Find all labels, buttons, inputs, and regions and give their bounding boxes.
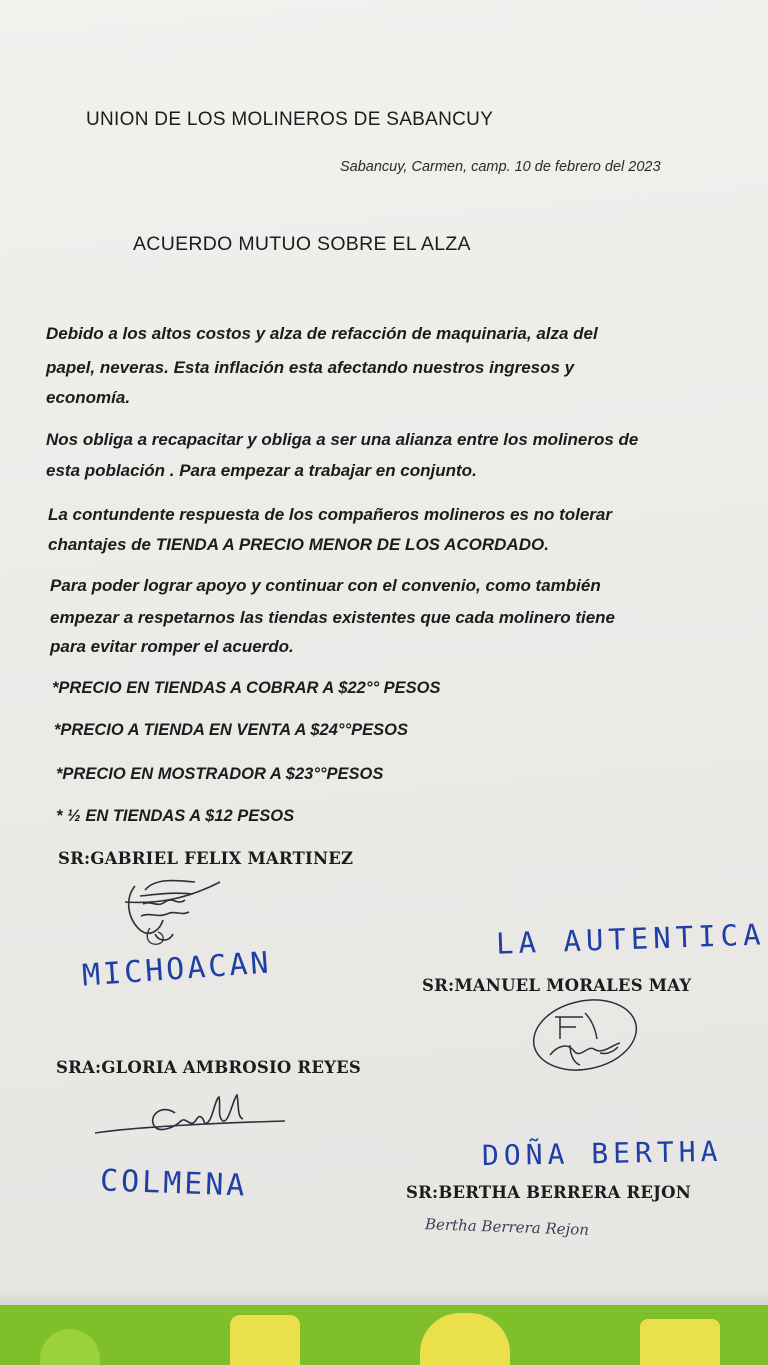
paragraph-4-line-3: para evitar romper el acuerdo.	[50, 637, 294, 656]
business-name-1: MICHOACAN	[81, 945, 273, 994]
letterhead: UNION DE LOS MOLINEROS DE SABANCUY	[86, 109, 494, 130]
business-name-2: LA AUTENTICA	[495, 917, 767, 961]
price-line-4: * ½ EN TIENDAS A $12 PESOS	[56, 807, 295, 825]
price-line-2: *PRECIO A TIENDA EN VENTA A $24°°PESOS	[54, 721, 408, 739]
signature-3	[95, 1085, 295, 1145]
signatory-name-4: SR:BERTHA BERRERA REJON	[406, 1183, 692, 1202]
signature-1	[115, 868, 225, 958]
handwritten-signature-4: Bertha Berrera Rejon	[424, 1215, 590, 1239]
business-name-4: DOÑA BERTHA	[481, 1134, 723, 1173]
paragraph-1-line-2: papel, neveras. Esta inflación esta afectando nuestros ingresos y	[46, 358, 575, 377]
price-line-3: *PRECIO EN MOSTRADOR A $23°°PESOS	[56, 765, 384, 783]
signatory-name-1: SR:GABRIEL FELIX MARTINEZ	[58, 849, 354, 868]
paragraph-4-line-1: Para poder lograr apoyo y continuar con el convenio, como también	[50, 576, 601, 595]
paragraph-3-line-2: chantajes de TIENDA A PRECIO MENOR DE LOS ACORDADO.	[48, 535, 549, 554]
paragraph-2-line-2: esta población . Para empezar a trabajar en conjunto.	[46, 461, 477, 480]
paragraph-3-line-1: La contundente respuesta de los compañeros molineros es no tolerar	[48, 505, 612, 524]
paragraph-1-line-1: Debido a los altos costos y alza de refacción de maquinaria, alza del	[46, 324, 598, 343]
signatory-name-3: SRA:GLORIA AMBROSIO REYES	[56, 1058, 361, 1077]
document-title: ACUERDO MUTUO SOBRE EL ALZA	[133, 233, 471, 255]
background-surface	[0, 1305, 768, 1365]
price-line-1: *PRECIO EN TIENDAS A COBRAR A $22°° PESOS	[52, 679, 441, 697]
date-line: Sabancuy, Carmen, camp. 10 de febrero del 2023	[340, 159, 661, 175]
signatory-name-2: SR:MANUEL MORALES MAY	[422, 976, 692, 995]
paragraph-2-line-1: Nos obliga a recapacitar y obliga a ser una alianza entre los molineros de	[46, 430, 639, 449]
signature-2	[530, 995, 650, 1085]
business-name-3: COLMENA	[99, 1163, 249, 1204]
paragraph-1-line-3: economía.	[46, 388, 131, 407]
paragraph-4-line-2: empezar a respetarnos las tiendas existentes que cada molinero tiene	[50, 608, 616, 627]
